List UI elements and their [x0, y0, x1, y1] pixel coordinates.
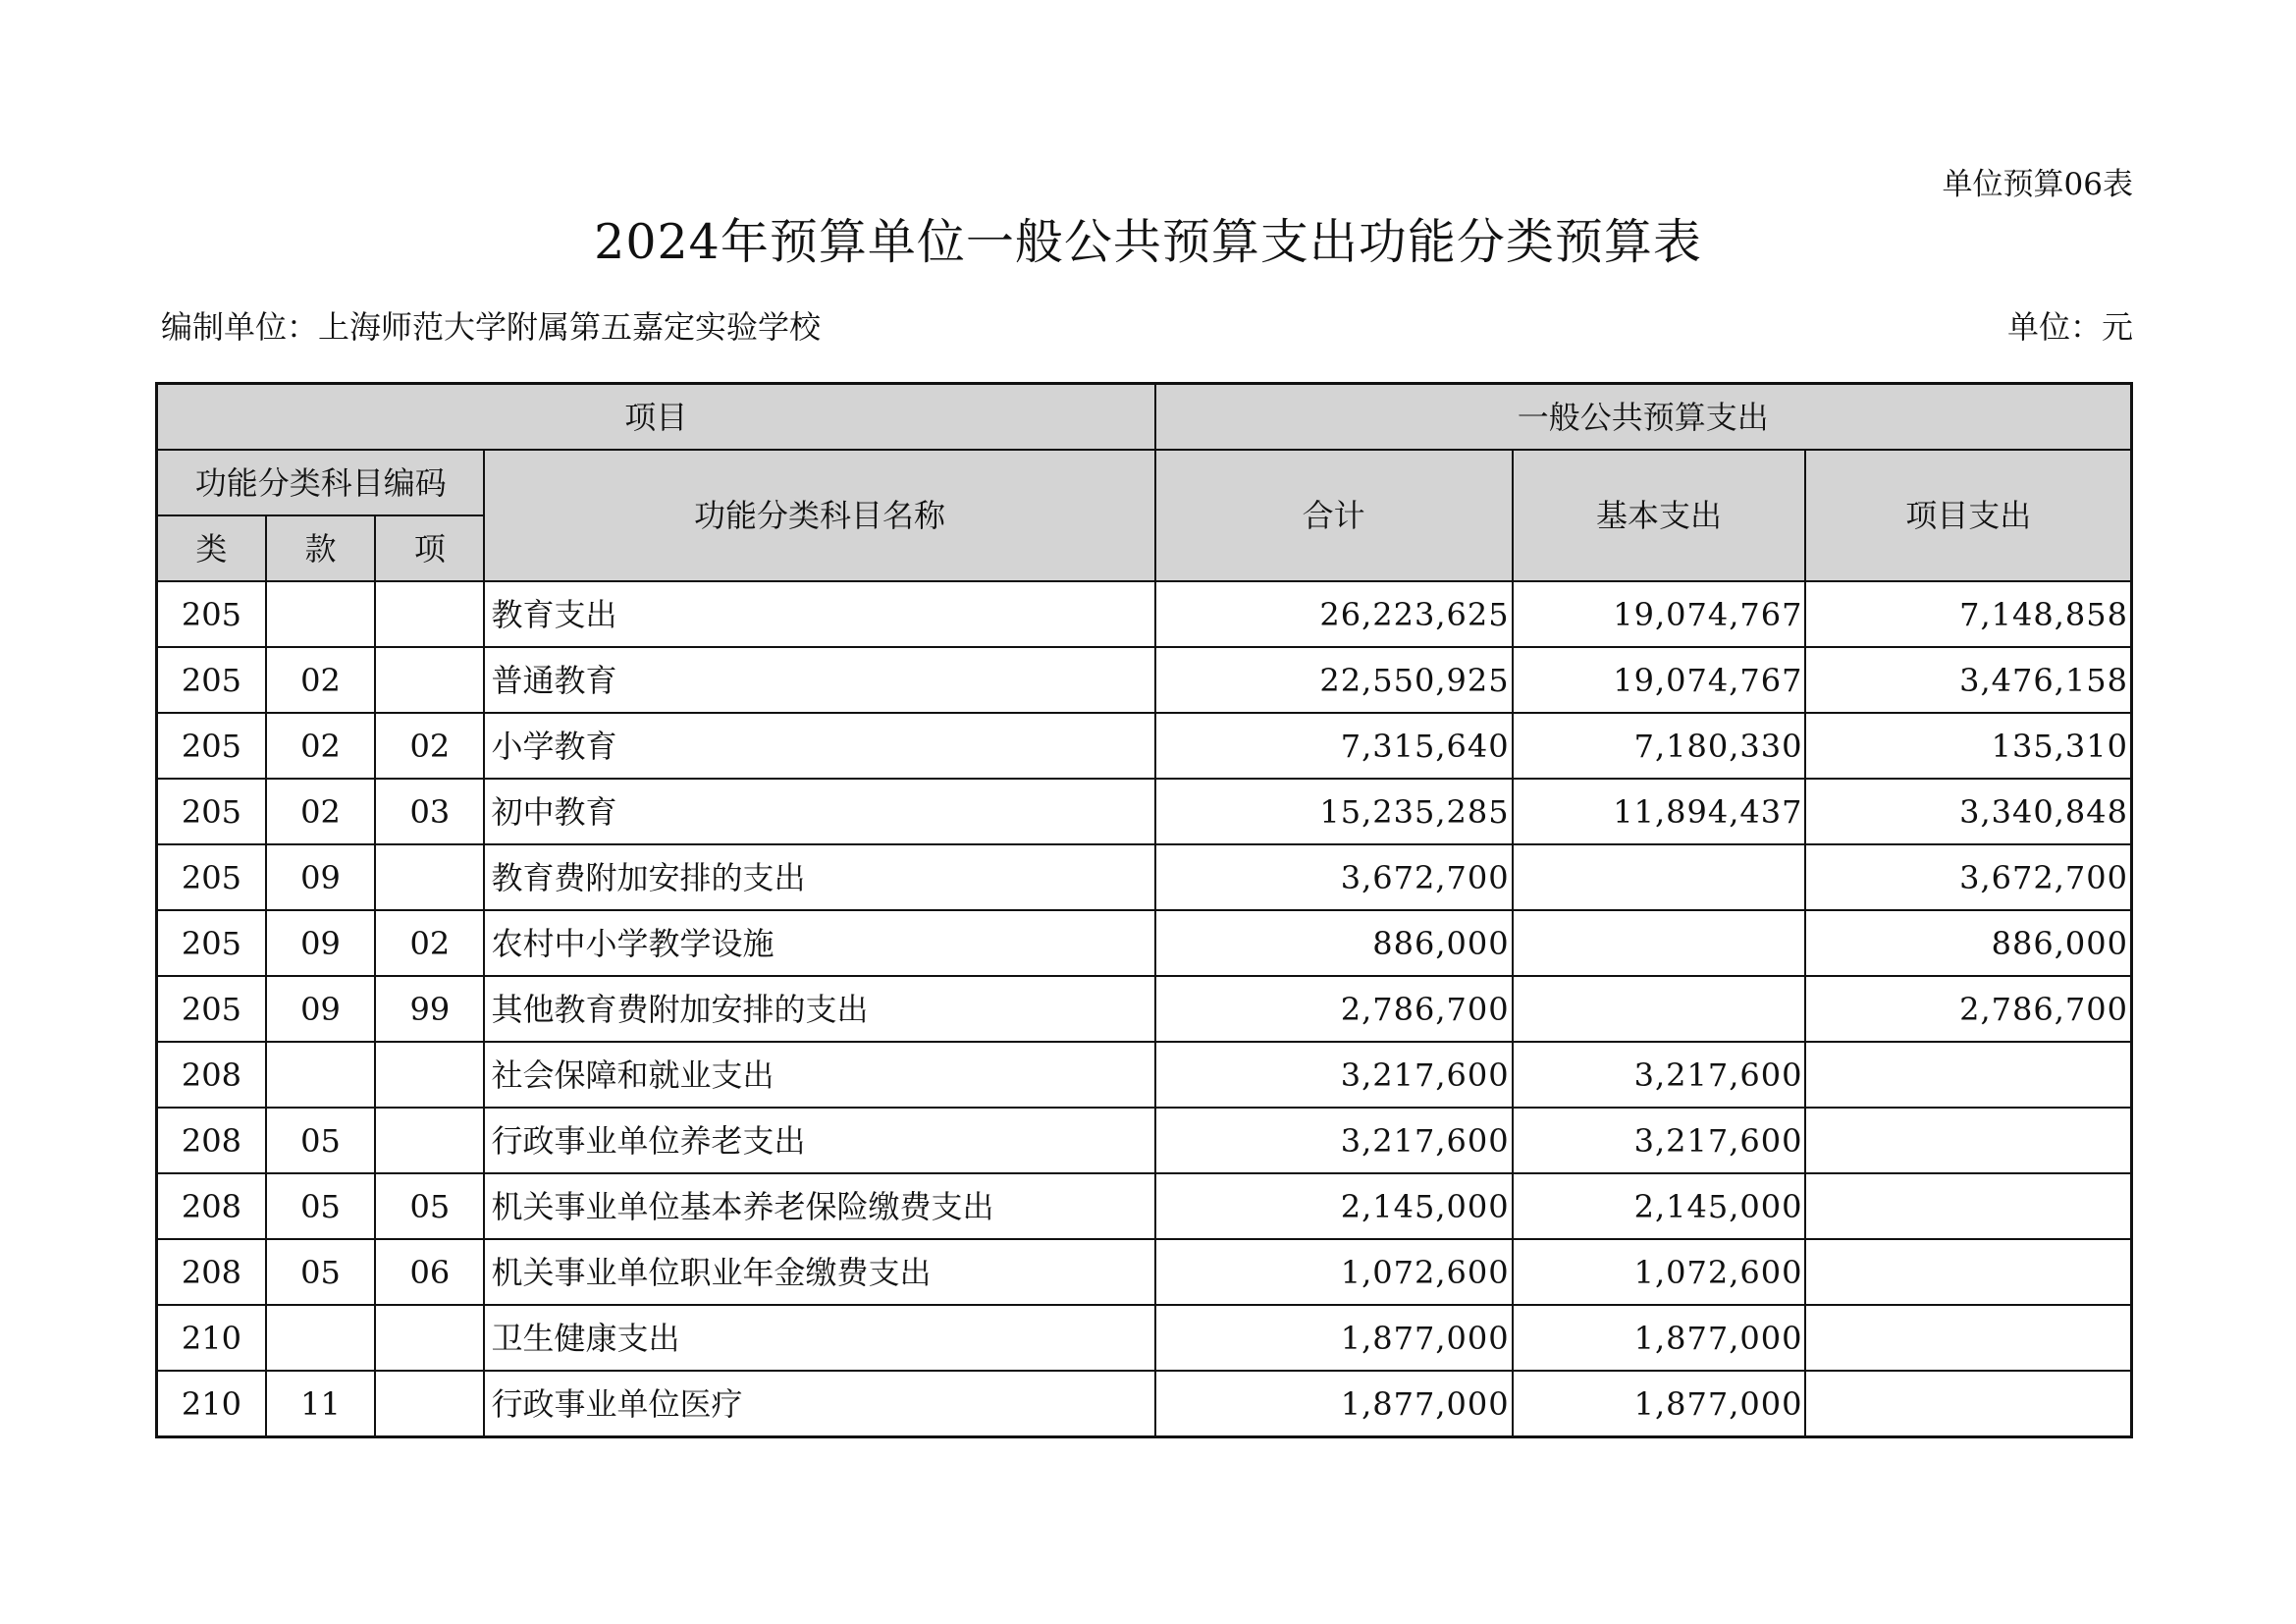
cell-name: 行政事业单位医疗 [484, 1371, 1154, 1437]
cell-basic: 11,894,437 [1513, 779, 1806, 844]
cell-xiang: 03 [375, 779, 484, 844]
cell-lei: 205 [157, 647, 266, 713]
cell-project [1805, 1173, 2131, 1239]
table-code-label: 单位预算06表 [1942, 167, 2133, 202]
cell-xiang: 06 [375, 1239, 484, 1305]
cell-project: 2,786,700 [1805, 976, 2131, 1042]
cell-basic: 1,877,000 [1513, 1371, 1806, 1437]
cell-name: 行政事业单位养老支出 [484, 1108, 1154, 1173]
cell-kuan [266, 581, 375, 647]
cell-total: 26,223,625 [1155, 581, 1513, 647]
cell-lei: 210 [157, 1305, 266, 1371]
table-body [157, 581, 2132, 1437]
cell-xiang: 02 [375, 713, 484, 779]
cell-project: 3,672,700 [1805, 844, 2131, 910]
cell-name: 机关事业单位基本养老保险缴费支出 [484, 1173, 1154, 1239]
header-func-code: 功能分类科目编码 [157, 450, 485, 515]
cell-basic: 3,217,600 [1513, 1042, 1806, 1108]
table-row [157, 1173, 2132, 1239]
cell-kuan: 09 [266, 910, 375, 976]
cell-name: 卫生健康支出 [484, 1305, 1154, 1371]
cell-xiang: 99 [375, 976, 484, 1042]
cell-kuan [266, 1042, 375, 1108]
header-project: 项目 [157, 384, 1155, 451]
cell-total: 7,315,640 [1155, 713, 1513, 779]
header-func-name: 功能分类科目名称 [484, 450, 1154, 581]
cell-xiang [375, 647, 484, 713]
cell-kuan: 09 [266, 844, 375, 910]
header-xiang: 项 [375, 515, 484, 581]
table-row [157, 1042, 2132, 1108]
cell-total: 3,217,600 [1155, 1042, 1513, 1108]
cell-project [1805, 1371, 2131, 1437]
cell-total: 15,235,285 [1155, 779, 1513, 844]
cell-project: 886,000 [1805, 910, 2131, 976]
cell-total: 2,145,000 [1155, 1173, 1513, 1239]
cell-basic [1513, 976, 1806, 1042]
table-row [157, 779, 2132, 844]
cell-total: 2,786,700 [1155, 976, 1513, 1042]
cell-lei: 205 [157, 713, 266, 779]
cell-project: 135,310 [1805, 713, 2131, 779]
compiling-unit: 编制单位：上海师范大学附属第五嘉定实验学校 [161, 308, 822, 346]
table-header [157, 384, 2132, 582]
cell-lei: 208 [157, 1042, 266, 1108]
header-kuan: 款 [266, 515, 375, 581]
table-row [157, 647, 2132, 713]
cell-kuan: 09 [266, 976, 375, 1042]
cell-kuan: 05 [266, 1108, 375, 1173]
header-general-budget: 一般公共预算支出 [1155, 384, 2132, 451]
header-basic: 基本支出 [1513, 450, 1806, 581]
cell-basic [1513, 910, 1806, 976]
currency-unit: 单位：元 [2006, 308, 2133, 346]
cell-project: 3,476,158 [1805, 647, 2131, 713]
table-row [157, 1239, 2132, 1305]
cell-total: 22,550,925 [1155, 647, 1513, 713]
cell-lei: 205 [157, 581, 266, 647]
cell-total: 886,000 [1155, 910, 1513, 976]
cell-lei: 210 [157, 1371, 266, 1437]
table-row [157, 713, 2132, 779]
cell-name: 初中教育 [484, 779, 1154, 844]
cell-xiang [375, 1108, 484, 1173]
table-row [157, 910, 2132, 976]
cell-basic: 19,074,767 [1513, 581, 1806, 647]
cell-lei: 205 [157, 976, 266, 1042]
cell-project [1805, 1042, 2131, 1108]
cell-project [1805, 1305, 2131, 1371]
cell-total: 1,877,000 [1155, 1371, 1513, 1437]
cell-name: 其他教育费附加安排的支出 [484, 976, 1154, 1042]
cell-basic: 3,217,600 [1513, 1108, 1806, 1173]
header-lei: 类 [157, 515, 266, 581]
cell-lei: 208 [157, 1239, 266, 1305]
cell-project: 7,148,858 [1805, 581, 2131, 647]
cell-name: 农村中小学教学设施 [484, 910, 1154, 976]
cell-lei: 205 [157, 844, 266, 910]
cell-project [1805, 1239, 2131, 1305]
cell-xiang [375, 1305, 484, 1371]
cell-basic [1513, 844, 1806, 910]
cell-name: 社会保障和就业支出 [484, 1042, 1154, 1108]
cell-lei: 208 [157, 1173, 266, 1239]
cell-lei: 205 [157, 910, 266, 976]
table-row [157, 581, 2132, 647]
cell-kuan: 05 [266, 1239, 375, 1305]
table-row [157, 1108, 2132, 1173]
cell-xiang: 05 [375, 1173, 484, 1239]
cell-name: 教育支出 [484, 581, 1154, 647]
cell-xiang [375, 581, 484, 647]
cell-kuan: 02 [266, 713, 375, 779]
cell-name: 普通教育 [484, 647, 1154, 713]
cell-name: 教育费附加安排的支出 [484, 844, 1154, 910]
cell-kuan: 02 [266, 647, 375, 713]
budget-table [155, 382, 2133, 1438]
cell-basic: 19,074,767 [1513, 647, 1806, 713]
table-row [157, 1305, 2132, 1371]
cell-basic: 7,180,330 [1513, 713, 1806, 779]
header-row-2 [157, 450, 2132, 515]
cell-kuan: 11 [266, 1371, 375, 1437]
cell-project [1805, 1108, 2131, 1173]
cell-xiang: 02 [375, 910, 484, 976]
header-row-1 [157, 384, 2132, 451]
cell-lei: 208 [157, 1108, 266, 1173]
cell-basic: 2,145,000 [1513, 1173, 1806, 1239]
cell-total: 3,672,700 [1155, 844, 1513, 910]
cell-kuan: 05 [266, 1173, 375, 1239]
cell-kuan [266, 1305, 375, 1371]
header-total: 合计 [1155, 450, 1513, 581]
cell-kuan: 02 [266, 779, 375, 844]
document-title: 2024年预算单位一般公共预算支出功能分类预算表 [594, 214, 1702, 270]
cell-project: 3,340,848 [1805, 779, 2131, 844]
header-project-exp: 项目支出 [1805, 450, 2131, 581]
cell-basic: 1,877,000 [1513, 1305, 1806, 1371]
cell-xiang [375, 1042, 484, 1108]
table-row [157, 976, 2132, 1042]
cell-lei: 205 [157, 779, 266, 844]
table-row [157, 844, 2132, 910]
cell-name: 机关事业单位职业年金缴费支出 [484, 1239, 1154, 1305]
cell-name: 小学教育 [484, 713, 1154, 779]
cell-xiang [375, 1371, 484, 1437]
cell-total: 1,877,000 [1155, 1305, 1513, 1371]
cell-total: 3,217,600 [1155, 1108, 1513, 1173]
cell-basic: 1,072,600 [1513, 1239, 1806, 1305]
cell-total: 1,072,600 [1155, 1239, 1513, 1305]
cell-xiang [375, 844, 484, 910]
table-row [157, 1371, 2132, 1437]
